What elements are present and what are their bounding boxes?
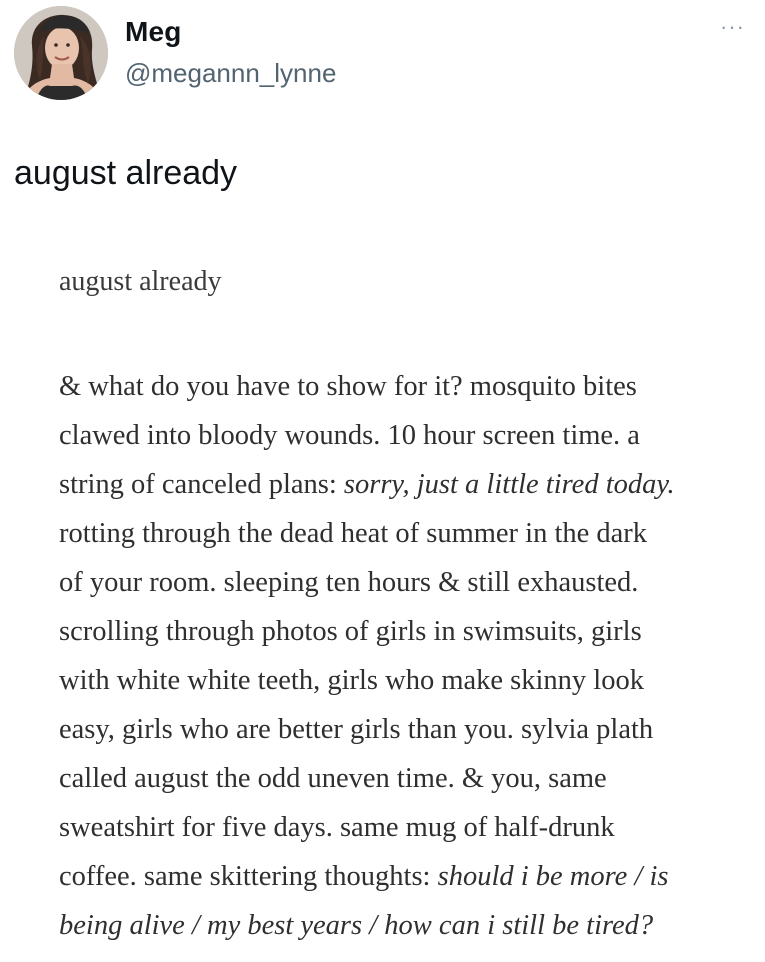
avatar[interactable] — [14, 6, 108, 100]
profile-photo-icon — [14, 6, 108, 100]
poem-line: with white white teeth, girls who make skinny look — [59, 665, 644, 696]
tweet-text: august already — [14, 154, 238, 192]
more-options-icon[interactable]: ··· — [720, 14, 745, 39]
poem-line: scrolling through photos of girls in swimsuits, girls — [59, 616, 642, 647]
poem-line: of your room. sleeping ten hours & still exhausted. — [59, 567, 639, 598]
poem-line: called august the odd uneven time. & you, same — [59, 763, 607, 794]
tweet-header — [14, 6, 751, 102]
poem-body — [59, 362, 749, 950]
author-handle[interactable]: @megannn_lynne — [125, 58, 337, 88]
poem-image[interactable] — [0, 240, 765, 962]
poem-title: august already — [59, 266, 222, 297]
author-name[interactable]: Meg — [125, 16, 182, 47]
poem-line: & what do you have to show for it? mosquito bites — [59, 371, 637, 402]
poem-line: being alive / my best years / how can i still be tired? — [59, 910, 654, 941]
poem-line: rotting through the dead heat of summer in the dark — [59, 518, 648, 549]
poem-line: coffee. same skittering thoughts: should i be more / is — [59, 861, 669, 892]
poem-line: clawed into bloody wounds. 10 hour screen time. a — [59, 420, 640, 451]
poem-line: sweatshirt for five days. same mug of half-drunk — [59, 812, 615, 843]
poem-line: easy, girls who are better girls than you. sylvia plath — [59, 714, 654, 745]
poem-line: string of canceled plans: sorry, just a little tired today. — [59, 469, 675, 500]
